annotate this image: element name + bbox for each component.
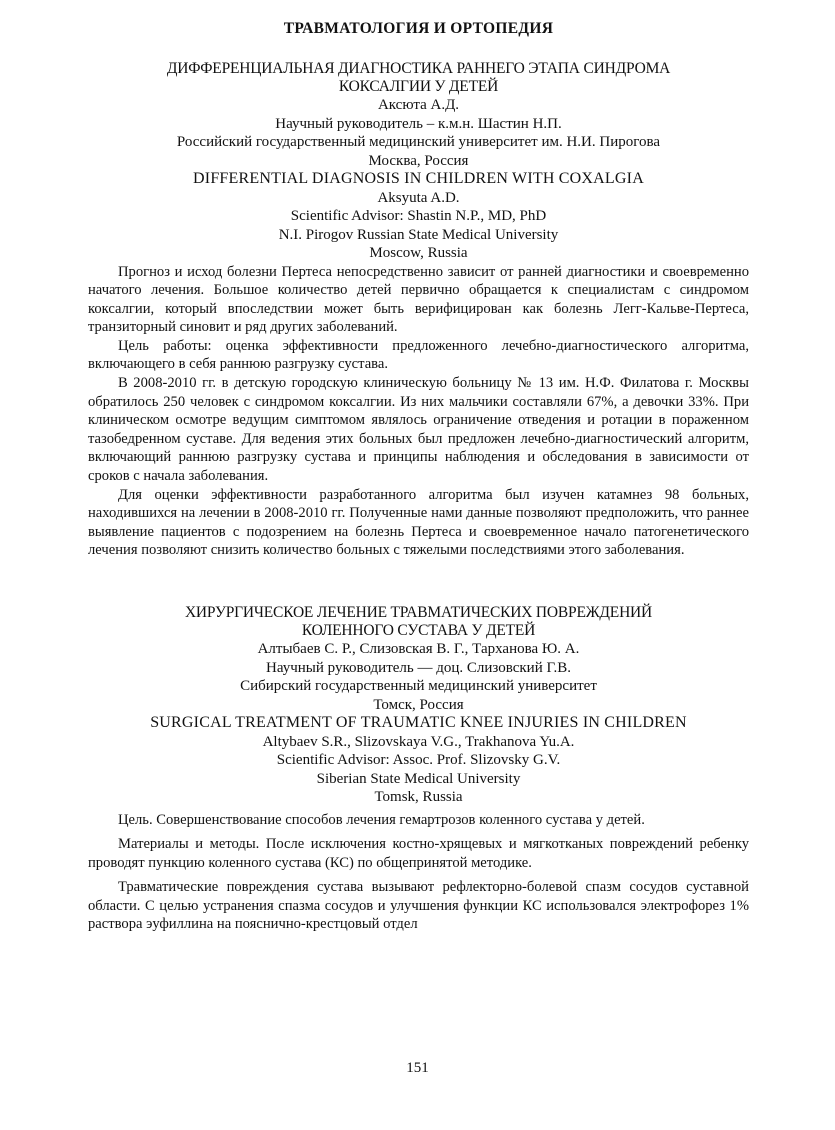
article-2-authors-en: Altybaev S.R., Slizovskaya V.G., Trakhanova Yu.A. — [262, 733, 575, 750]
article-2-university-ru: Сибирский государственный медицинский университет — [240, 678, 597, 694]
section-title: ТРАВМАТОЛОГИЯ И ОРТОПЕДИЯ — [283, 20, 554, 37]
article-1-city-ru: Москва, Россия — [368, 152, 469, 169]
article-1-title-ru-line1: ДИФФЕРЕНЦИАЛЬНАЯ ДИАГНОСТИКА РАННЕГО ЭТАПА СИНДРОМА — [166, 60, 671, 77]
article-1 — [88, 60, 749, 560]
article-2-paragraph: Цель. Совершенствование способов лечения гемартрозов коленного сустава у детей. — [118, 811, 645, 828]
article-1-city-en: Moscow, Russia — [369, 245, 468, 261]
article-2-title-en: SURGICAL TREATMENT OF TRAUMATIC KNEE INJURIES IN CHILDREN — [150, 714, 687, 731]
article-separator — [88, 560, 749, 604]
article-1-author-en: Aksyuta A.D. — [377, 189, 460, 206]
article-2-university-en: Siberian State Medical University — [316, 770, 521, 787]
article-1-university-en: N.I. Pirogov Russian State Medical University — [278, 226, 559, 243]
article-1-title-en: DIFFERENTIAL DIAGNOSIS IN CHILDREN WITH COXALGIA — [193, 170, 644, 187]
article-2-paragraph: Травматические повреждения сустава вызывают рефлекторно-болевой спазм сосудов суставной области. С целью устранения спазма сосудов и улучшения функции КС использовался электрофорез 1% раствора эуфиллина на пояснично-крестцовый отдел — [88, 879, 749, 933]
article-2-title-ru-line2: КОЛЕННОГО СУСТАВА У ДЕТЕЙ — [301, 622, 536, 639]
article-1-author-ru: Аксюта А.Д. — [377, 97, 460, 113]
article-1-paragraph: Прогноз и исход болезни Пертеса непосредственно зависит от ранней диагностики и своевременно начатого лечения. Большое количество детей первично обращается к специалистам с синдромом коксалгии, который впоследствии может быть верифицирован как болезнь Легг-Кальве-Пертеса, транзиторный синовит и ряд других заболеваний. — [88, 263, 749, 336]
article-1-paragraph: Для оценки эффективности разработанного алгоритма был изучен катамнез 98 больных, находившихся на лечении в 2008-2010 гг. Полученные нами данные позволяют предположить, что раннее выявление пациентов с подозрением на болезнь Пертеса и своевременное начало патогенетического лечения позволяют снизить количество больных с тяжелыми последствиями этого заболевания. — [88, 486, 749, 559]
article-1-paragraph: В 2008-2010 гг. в детскую городскую клиническую больницу № 13 им. Н.Ф. Филатова г. Москвы обратилось 250 человек с синдромом коксалгии. Из них мальчики составляли 67%, а девочки 33%. При клиническом осмотре ведущим симптомом являлось ограничение отведения и ротации в пораженном тазобедренном суставе. Для ведения этих больных был предложен лечебно-диагностический алгоритм, включающий раннюю разгрузку сустава и принципы наблюдения и обследования в зависимости от сроков с начала заболевания. — [88, 375, 749, 485]
article-2-city-en: Tomsk, Russia — [374, 789, 463, 805]
article-2-advisor-ru: Научный руководитель — доц. Слизовский Г.В. — [266, 659, 571, 676]
article-2-city-ru: Томск, Россия — [373, 696, 464, 713]
article-1-title-ru-line2: КОКСАЛГИИ У ДЕТЕЙ — [338, 78, 499, 95]
article-2-advisor-en: Scientific Advisor: Assoc. Prof. Slizovsky G.V. — [276, 752, 561, 768]
article-2-title-ru-line1: ХИРУРГИЧЕСКОЕ ЛЕЧЕНИЕ ТРАВМАТИЧЕСКИХ ПОВРЕЖДЕНИЙ — [184, 604, 653, 621]
article-1-paragraph: Цель работы: оценка эффективности предложенного лечебно-диагностического алгоритма, включающего в себя раннюю разгрузку сустава. — [88, 337, 749, 373]
article-1-university-ru: Российский государственный медицинский университет им. Н.И. Пирогова — [176, 134, 661, 150]
article-2 — [88, 604, 749, 934]
article-2-paragraph: Материалы и методы. После исключения костно-хрящевых и мягкотканых повреждений ребенку проводят пункцию коленного сустава (КС) по общепринятой методике. — [88, 836, 749, 871]
article-1-advisor-ru: Научный руководитель – к.м.н. Шастин Н.П. — [275, 115, 562, 132]
article-2-authors-ru: Алтыбаев С. Р., Слизовская В. Г., Тарханова Ю. А. — [257, 641, 580, 657]
page-number: 151 — [406, 1060, 429, 1076]
article-1-advisor-en: Scientific Advisor: Shastin N.P., MD, PhD — [290, 208, 547, 224]
